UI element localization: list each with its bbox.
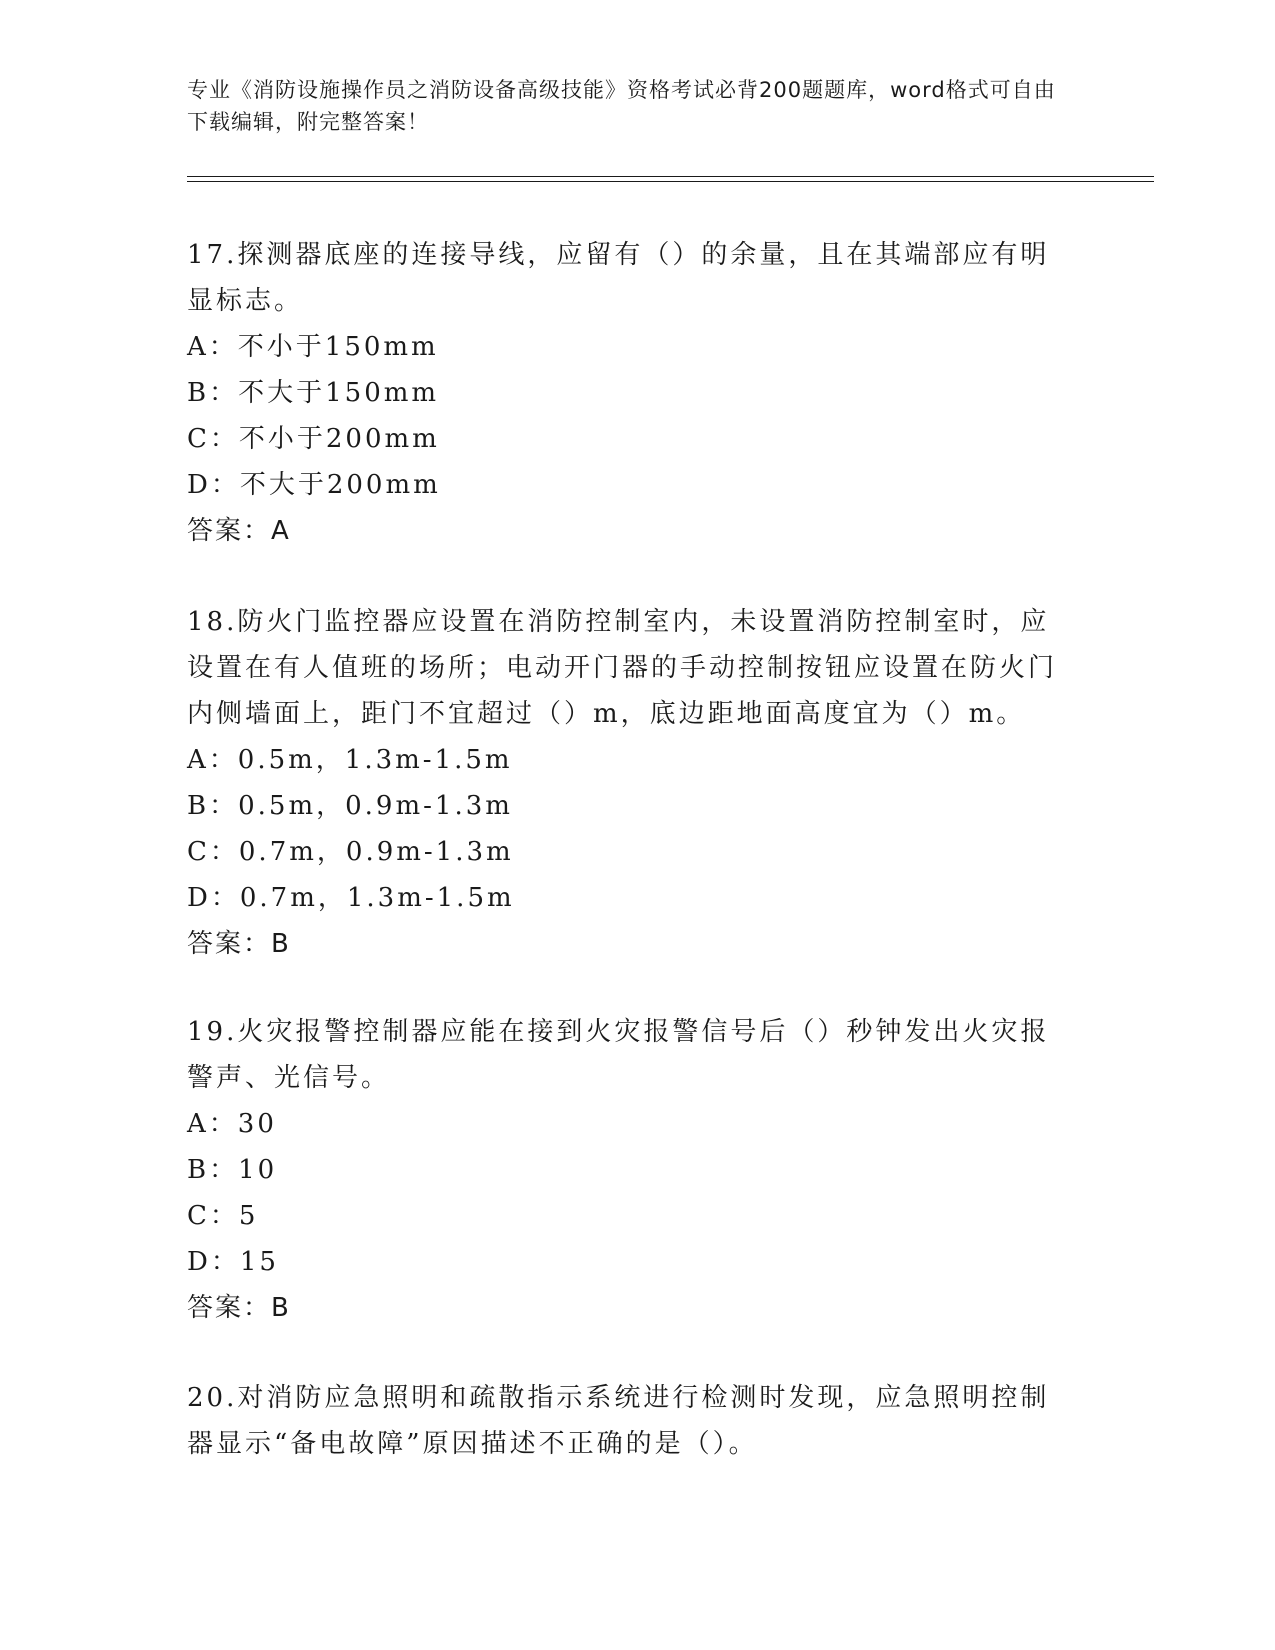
option-d: D：15 — [187, 1247, 279, 1277]
document-header: 专业《消防设施操作员之消防设备高级技能》资格考试必背200题题库，word格式可自由下载编辑，附完整答案！ — [187, 78, 1056, 134]
option-c: C：0.7m，0.9m-1.3m — [187, 837, 514, 867]
question-stem: 19.火灾报警控制器应能在接到火灾报警信号后（）秒钟发出火灾报警声、光信号。 — [187, 1017, 1050, 1093]
question-20 — [187, 1375, 1077, 1467]
option-a: A：30 — [187, 1109, 277, 1139]
answer: 答案：B — [187, 1293, 291, 1323]
header-rule-bottom — [187, 181, 1154, 182]
question-stem: 17.探测器底座的连接导线，应留有（）的余量，且在其端部应有明显标志。 — [187, 240, 1050, 316]
question-stem: 18.防火门监控器应设置在消防控制室内，未设置消防控制室时，应设置在有人值班的场所；电动开门器的手动控制按钮应设置在防火门内侧墙面上，距门不宜超过（）m，底边距地面高度宜为（）m。 — [187, 607, 1058, 729]
answer: 答案：A — [187, 516, 291, 546]
question-19 — [187, 1009, 1077, 1331]
option-b: B：0.5m，0.9m-1.3m — [187, 791, 513, 821]
option-d: D：不大于200mm — [187, 470, 441, 500]
option-b: B：不大于150mm — [187, 378, 440, 408]
option-d: D：0.7m，1.3m-1.5m — [187, 883, 515, 913]
option-c: C：5 — [187, 1201, 259, 1231]
question-17 — [187, 232, 1077, 554]
option-a: A：0.5m，1.3m-1.5m — [187, 745, 513, 775]
option-c: C：不小于200mm — [187, 424, 440, 454]
option-b: B：10 — [187, 1155, 278, 1185]
answer: 答案：B — [187, 929, 291, 959]
option-a: A：不小于150mm — [187, 332, 439, 362]
header-rule-top — [187, 176, 1154, 177]
question-stem: 20.对消防应急照明和疏散指示系统进行检测时发现，应急照明控制器显示“备电故障”原因描述不正确的是（）。 — [187, 1383, 1050, 1459]
question-18 — [187, 599, 1077, 967]
